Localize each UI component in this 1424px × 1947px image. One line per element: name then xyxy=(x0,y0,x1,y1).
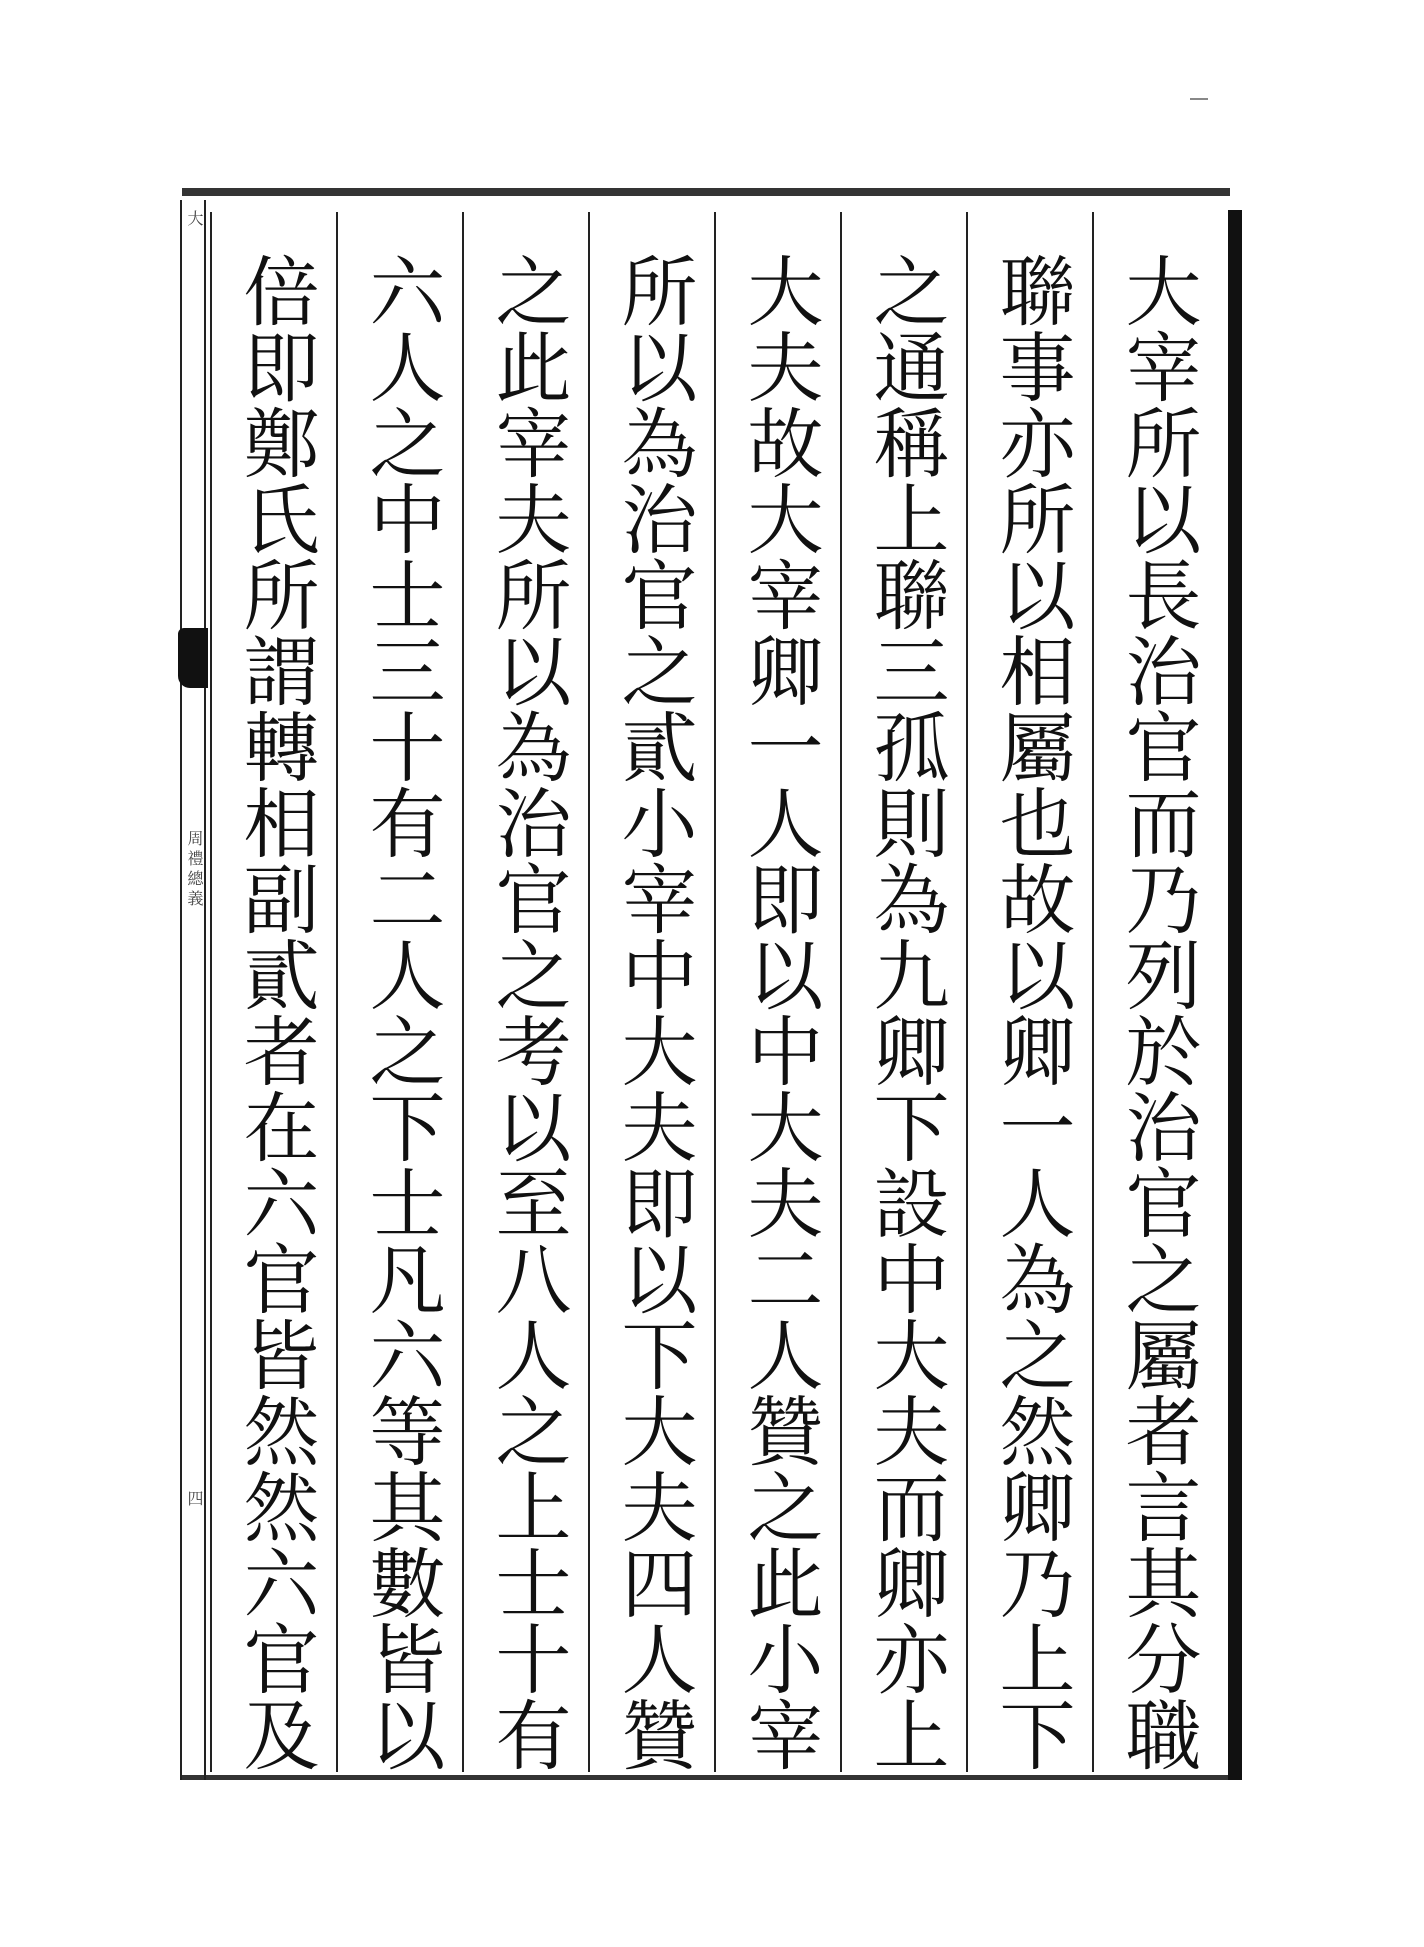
text-columns xyxy=(210,212,1222,1772)
column-text-4: 大夫故大宰卿一人即以中大夫二人贊之此小宰 xyxy=(735,252,824,1772)
column-text-1: 大宰所以長治官而乃列於治官之屬者言其分職 xyxy=(1113,252,1202,1772)
text-column-8 xyxy=(210,212,338,1772)
text-column-7 xyxy=(336,212,464,1772)
frame-top-border xyxy=(182,188,1230,196)
column-text-2: 聯事亦所以相屬也故以卿一人為之然卿乃上下 xyxy=(987,252,1076,1772)
fold-fishtail-mark xyxy=(178,628,208,688)
text-column-6 xyxy=(462,212,590,1772)
text-column-1 xyxy=(1092,212,1220,1772)
column-text-5: 所以為治官之貳小宰中大夫即以下大夫四人贊 xyxy=(609,252,698,1772)
frame-bottom-border xyxy=(182,1775,1230,1780)
column-text-6: 之此宰夫所以為治官之考以至八人之上士十有 xyxy=(483,252,572,1772)
text-column-4 xyxy=(714,212,842,1772)
frame-right-border xyxy=(1228,210,1242,1780)
page-corner-mark xyxy=(1190,98,1208,100)
fold-margin-page-number: 四 xyxy=(185,1490,204,1510)
column-text-8: 倍即鄭氏所謂轉相副貳者在六官皆然然六官及 xyxy=(231,252,320,1772)
column-text-3: 之通稱上聯三孤則為九卿下設中大夫而卿亦上 xyxy=(861,252,950,1772)
text-column-3 xyxy=(840,212,968,1772)
fold-margin-text-top: 大 xyxy=(185,210,204,230)
book-fold-margin xyxy=(180,200,206,1780)
text-column-5 xyxy=(588,212,716,1772)
fold-margin-book-title: 周禮總義 xyxy=(185,830,204,910)
column-text-7: 六人之中士三十有二人之下士凡六等其數皆以 xyxy=(357,252,446,1772)
text-column-2 xyxy=(966,212,1094,1772)
